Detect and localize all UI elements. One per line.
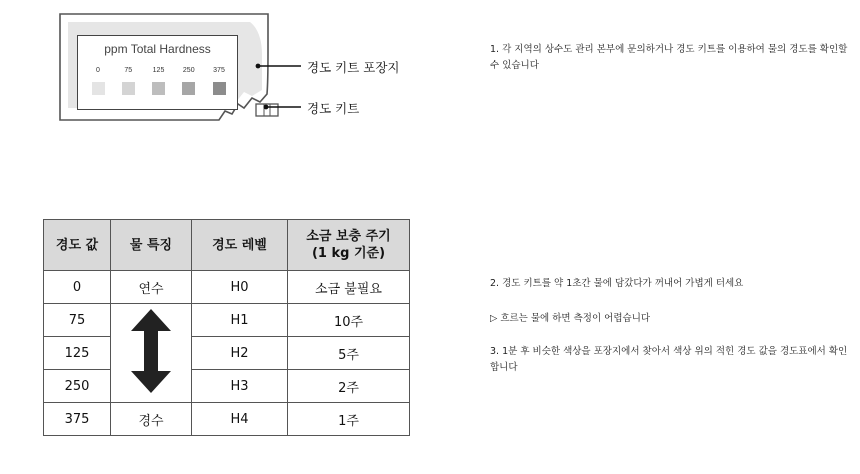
double-arrow-vertical-icon [131,309,171,393]
hardness-kit-illustration [54,10,404,128]
cell-value: 0 [44,271,111,304]
cell-cycle: 2주 [288,370,410,403]
hardness-table [43,219,410,436]
header-hardness-level: 경도 레벨 [192,220,288,271]
header-salt-cycle: 소금 보충 주기 (1 kg 기준) [288,220,410,271]
table-row [44,403,410,436]
kit-title: ppm Total Hardness [104,42,211,56]
instruction-step-1: 1. 각 지역의 상수도 관리 본부에 문의하거나 경도 키트를 이용하여 물의 경도를 확인할 수 있습니다 [490,44,848,71]
cell-level: H2 [192,337,288,370]
instruction-note: ▷ 흐르는 물에 하면 측정이 어렵습니다 [490,313,651,324]
instruction-step-2: 2. 경도 키트를 약 1초간 물에 담갔다가 꺼내어 가볍게 터세요 [490,278,744,289]
table-row [44,370,410,403]
swatch-color [213,82,226,95]
swatch-label: 125 [152,67,165,74]
swatch [205,65,233,95]
swatch [145,65,173,95]
strip-callout-label: 경도 키트 [307,101,360,116]
kit-color-card [77,35,238,110]
swatch [175,65,203,95]
cell-level: H1 [192,304,288,337]
header-water-trait: 물 특징 [111,220,192,271]
cell-cycle: 10주 [288,304,410,337]
instruction-step-3: 3. 1분 후 비슷한 색상을 포장지에서 찾아서 색상 위의 적힌 경도 값을 경도표에서 확인합니다 [490,346,848,373]
swatch-label: 250 [182,67,195,74]
table-header-row [44,220,410,271]
cell-level: H0 [192,271,288,304]
cell-trait: 경수 [111,403,192,436]
cell-cycle: 5주 [288,337,410,370]
cell-value: 375 [44,403,111,436]
cell-cycle: 소금 불필요 [288,271,410,304]
cell-level: H3 [192,370,288,403]
table-row [44,337,410,370]
cell-value: 250 [44,370,111,403]
cell-trait: 연수 [111,271,192,304]
cell-trait-arrow [111,304,192,403]
cell-cycle: 1주 [288,403,410,436]
swatch-color [182,82,195,95]
header-hardness-value: 경도 값 [44,220,111,271]
table-row [44,271,410,304]
swatch [114,65,142,95]
swatch-color [152,82,165,95]
table-row [44,304,410,337]
cell-level: H4 [192,403,288,436]
swatch-label: 375 [213,67,225,74]
swatch [84,65,112,95]
swatch-label: 0 [96,67,100,74]
cell-value: 75 [44,304,111,337]
swatch-color [92,82,105,95]
swatch-color [122,82,135,95]
swatch-label: 75 [124,67,133,74]
package-callout-label: 경도 키트 포장지 [307,60,400,75]
swatch-scale [84,65,233,95]
cell-value: 125 [44,337,111,370]
